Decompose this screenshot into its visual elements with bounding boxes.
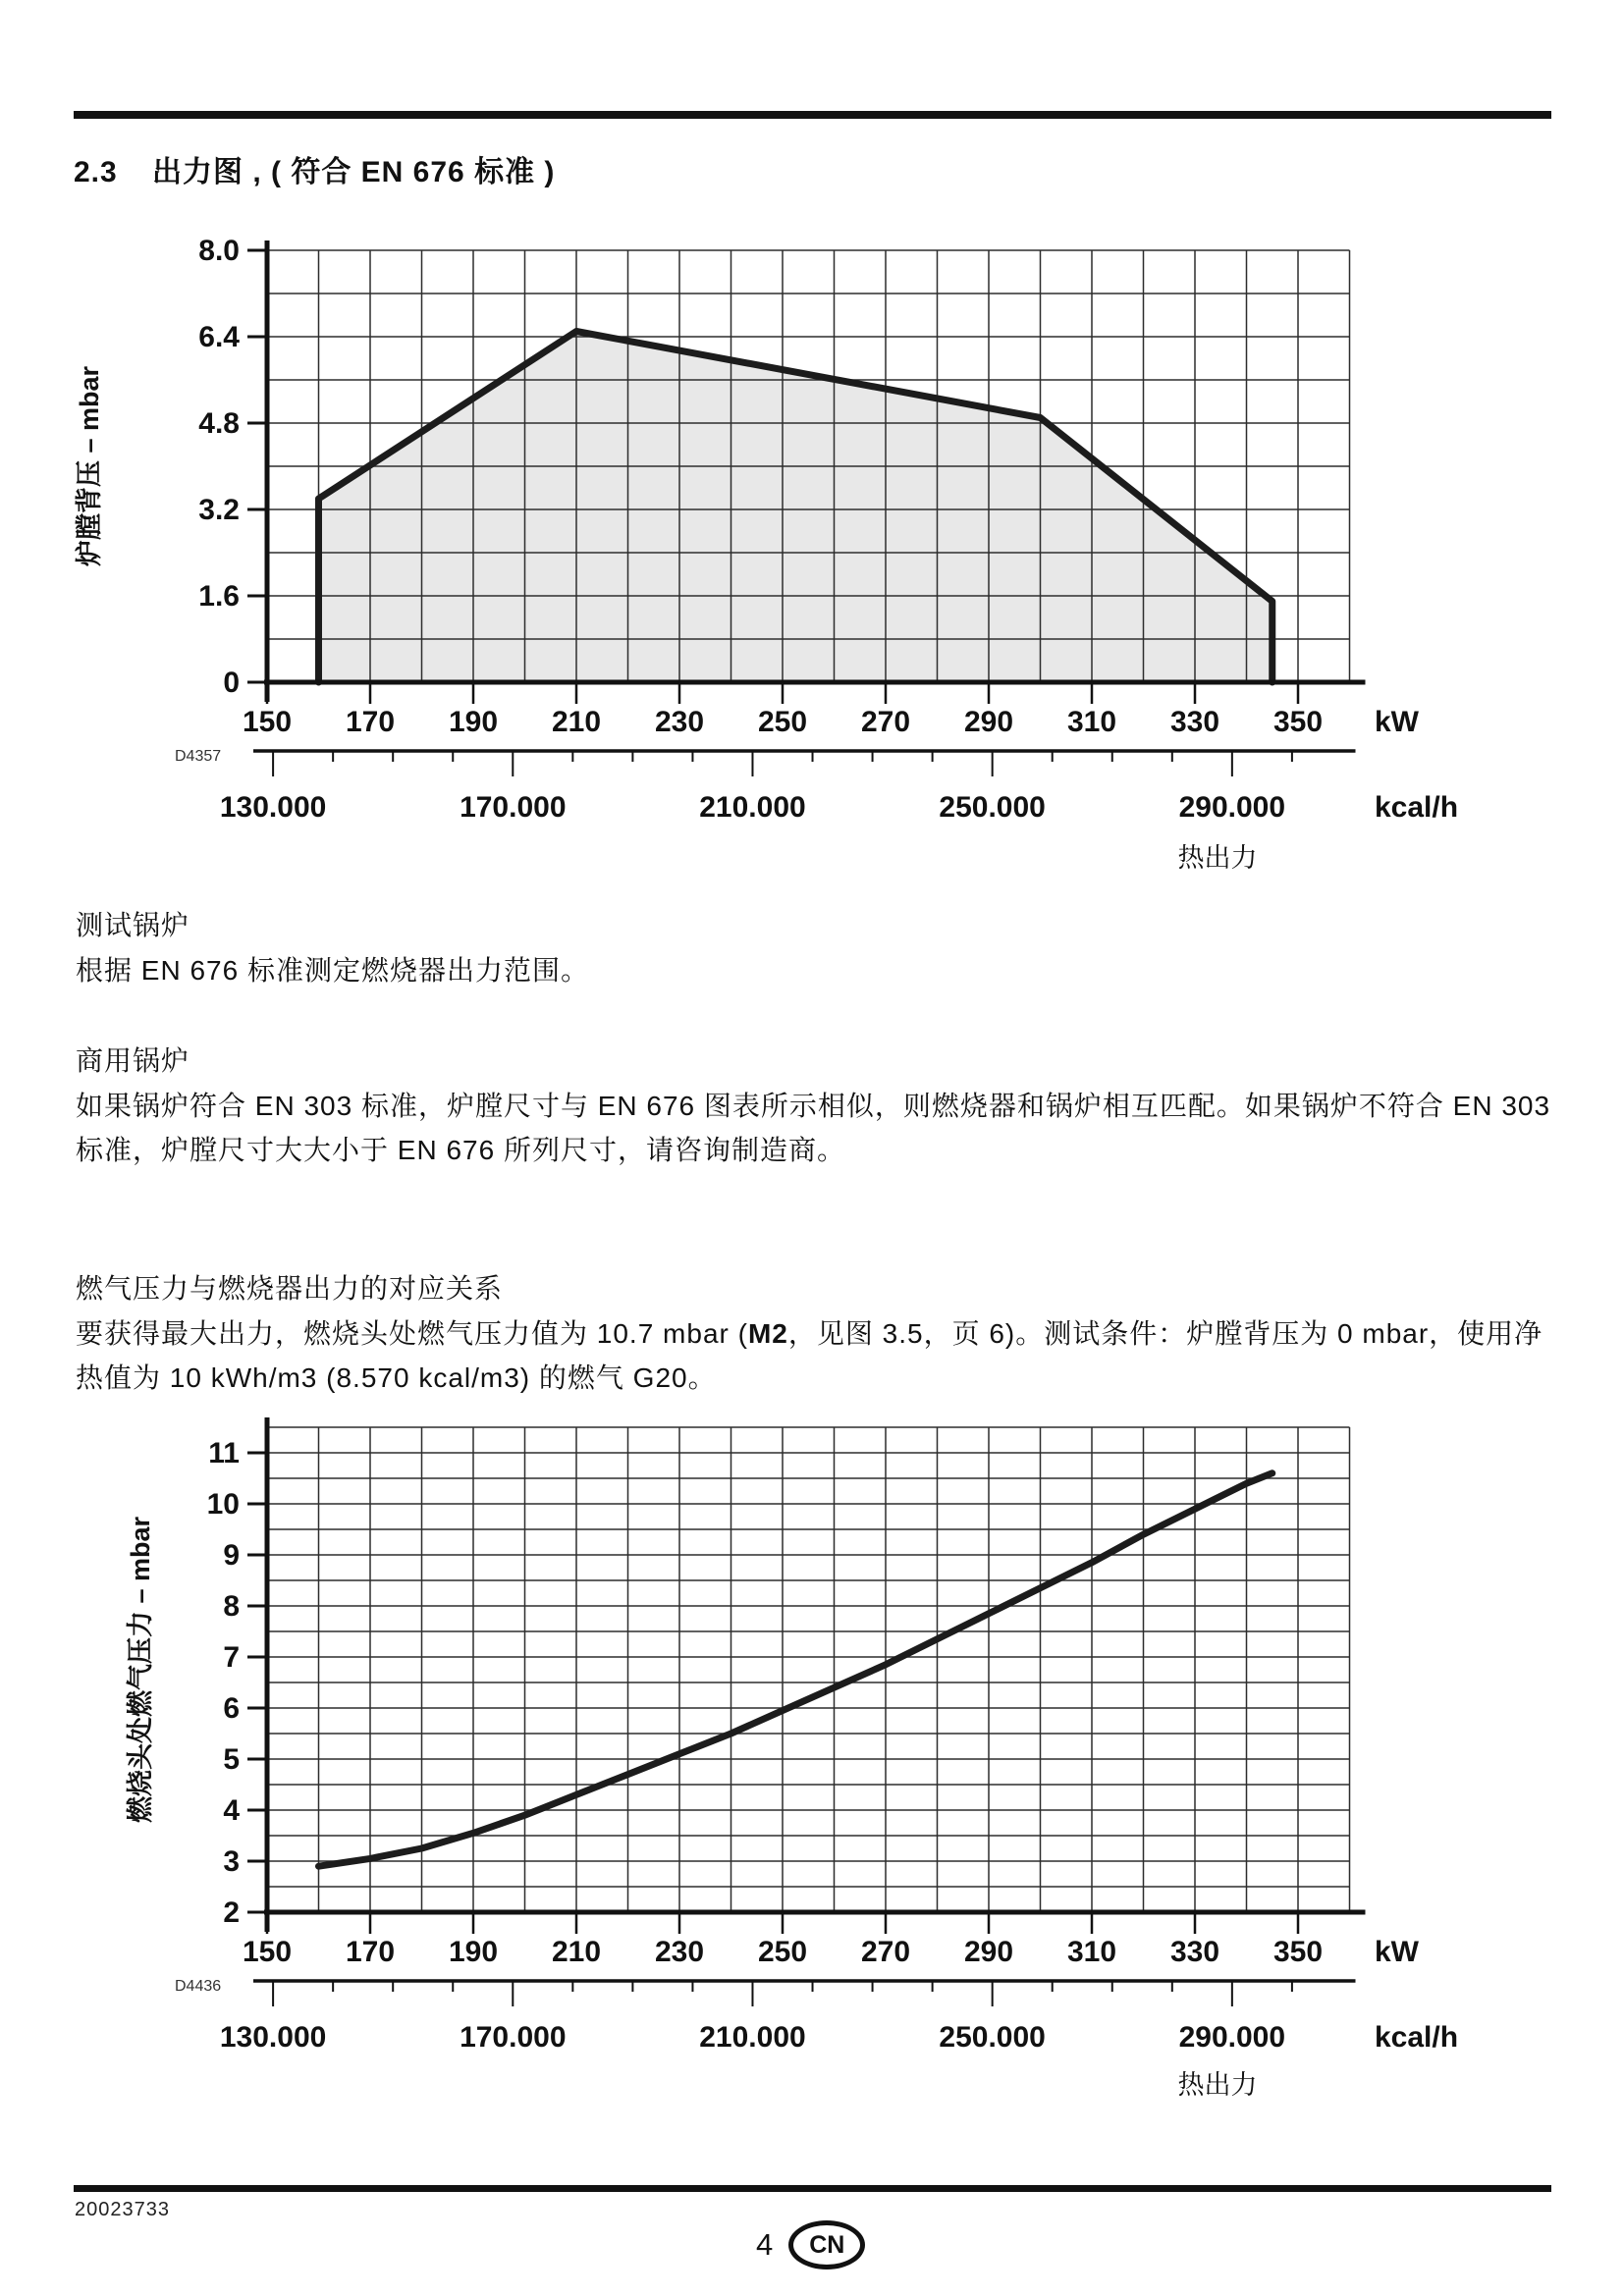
svg-text:2: 2 <box>223 1896 240 1929</box>
svg-text:6.4: 6.4 <box>198 321 240 353</box>
svg-text:kW: kW <box>1375 706 1419 738</box>
heat-output-axis-title: 热出力 <box>1177 843 1258 873</box>
gas-pressure-body: 要获得最大出力，燃烧头处燃气压力值为 10.7 mbar (M2，见图 3.5，页 6)。测试条件：炉膛背压为 0 mbar，使用净热值为 10 kWh/m3 (8.570 kcal/m3) 的燃气 G20。 <box>76 1318 1543 1393</box>
svg-text:250.000: 250.000 <box>939 791 1046 824</box>
svg-text:210: 210 <box>551 1936 602 1968</box>
svg-text:kcal/h: kcal/h <box>1375 2021 1459 2054</box>
svg-text:9: 9 <box>223 1539 240 1572</box>
section-title: 出力图 , ( 符合 EN 676 标准 ) <box>152 156 556 188</box>
y-axis-ticks <box>207 1437 267 1929</box>
svg-text:170.000: 170.000 <box>460 2021 567 2054</box>
heat-output-axis-title: 热出力 <box>1177 2070 1258 2100</box>
svg-text:330: 330 <box>1169 706 1220 738</box>
footer-center <box>756 2220 865 2269</box>
svg-text:290: 290 <box>963 1936 1014 1968</box>
x-axis-ticks <box>243 1912 1420 1968</box>
svg-text:290.000: 290.000 <box>1178 791 1286 824</box>
svg-text:kW: kW <box>1375 1936 1419 1968</box>
svg-text:330: 330 <box>1169 1936 1220 1968</box>
svg-text:210.000: 210.000 <box>699 2021 806 2054</box>
gas-pressure-curve <box>319 1473 1272 1866</box>
svg-text:230: 230 <box>654 706 705 738</box>
svg-text:270: 270 <box>860 706 911 738</box>
x-axis-ticks <box>243 682 1420 738</box>
chart-id-label: D4436 <box>175 1978 222 1995</box>
svg-text:350: 350 <box>1272 1936 1324 1968</box>
svg-text:170: 170 <box>345 1936 396 1968</box>
test-boiler-body: 根据 EN 676 标准测定燃烧器出力范围。 <box>76 955 589 986</box>
svg-text:270: 270 <box>860 1936 911 1968</box>
commercial-boiler-block <box>76 1039 1553 1172</box>
svg-text:350: 350 <box>1272 706 1324 738</box>
svg-text:8.0: 8.0 <box>198 235 240 267</box>
svg-text:3: 3 <box>223 1845 240 1878</box>
svg-text:190: 190 <box>448 706 499 738</box>
svg-text:11: 11 <box>208 1437 240 1469</box>
language-badge-label: CN <box>809 2230 845 2259</box>
svg-text:250.000: 250.000 <box>939 2021 1046 2054</box>
svg-text:170: 170 <box>345 706 396 738</box>
svg-text:1.6: 1.6 <box>198 580 240 613</box>
svg-text:10: 10 <box>206 1488 240 1521</box>
language-badge <box>788 2220 865 2269</box>
svg-text:250: 250 <box>757 1936 808 1968</box>
svg-text:3.2: 3.2 <box>198 494 240 526</box>
svg-text:290.000: 290.000 <box>1178 2021 1286 2054</box>
page-number: 4 <box>756 2227 774 2262</box>
svg-text:130.000: 130.000 <box>219 2021 327 2054</box>
axes <box>264 1417 1366 1932</box>
svg-text:150: 150 <box>242 706 293 738</box>
svg-text:150: 150 <box>242 1936 293 1968</box>
svg-text:290: 290 <box>963 706 1014 738</box>
svg-text:250: 250 <box>757 706 808 738</box>
svg-text:6: 6 <box>223 1692 240 1725</box>
chart-id-label: D4357 <box>175 748 222 765</box>
svg-text:7: 7 <box>223 1641 240 1674</box>
svg-text:5: 5 <box>223 1743 240 1776</box>
svg-text:4.8: 4.8 <box>198 407 240 440</box>
svg-text:8: 8 <box>223 1590 240 1623</box>
gas-pressure-block <box>76 1266 1553 1400</box>
gas-pressure-heading: 燃气压力与燃烧器出力的对应关系 <box>76 1273 504 1304</box>
svg-text:130.000: 130.000 <box>219 791 327 824</box>
svg-text:kcal/h: kcal/h <box>1375 791 1459 824</box>
commercial-boiler-heading: 商用锅炉 <box>76 1045 190 1076</box>
section-number: 2.3 <box>74 156 118 188</box>
doc-number: 20023733 <box>75 2199 170 2220</box>
svg-text:4: 4 <box>223 1794 240 1827</box>
top-rule <box>74 111 1551 119</box>
y-axis-ticks <box>198 235 267 699</box>
kcal-axis <box>220 751 1458 873</box>
working-field-envelope-fill <box>319 332 1272 683</box>
svg-text:0: 0 <box>223 667 240 699</box>
svg-text:310: 310 <box>1066 706 1117 738</box>
commercial-boiler-body: 如果锅炉符合 EN 303 标准，炉膛尺寸与 EN 676 图表所示相似，则燃烧器和锅炉相互匹配。如果锅炉不符合 EN 303 标准，炉膛尺寸大大小于 EN 676 所列尺寸，请咨询制造商。 <box>76 1091 1551 1165</box>
svg-text:170.000: 170.000 <box>460 791 567 824</box>
test-boiler-heading: 测试锅炉 <box>76 910 190 940</box>
svg-text:190: 190 <box>448 1936 499 1968</box>
y-axis-title: 燃烧头处燃气压力 – mbar <box>126 1516 155 1824</box>
grid <box>267 1427 1350 1912</box>
footer-rule <box>74 2185 1551 2192</box>
svg-text:210.000: 210.000 <box>699 791 806 824</box>
svg-text:310: 310 <box>1066 1936 1117 1968</box>
working-field-chart <box>0 147 1624 879</box>
y-axis-title: 炉膛背压 – mbar <box>75 365 104 567</box>
test-boiler-block <box>76 903 1553 992</box>
gas-pressure-chart <box>0 1404 1624 2179</box>
svg-text:210: 210 <box>551 706 602 738</box>
kcal-axis <box>220 1981 1458 2100</box>
svg-text:230: 230 <box>654 1936 705 1968</box>
